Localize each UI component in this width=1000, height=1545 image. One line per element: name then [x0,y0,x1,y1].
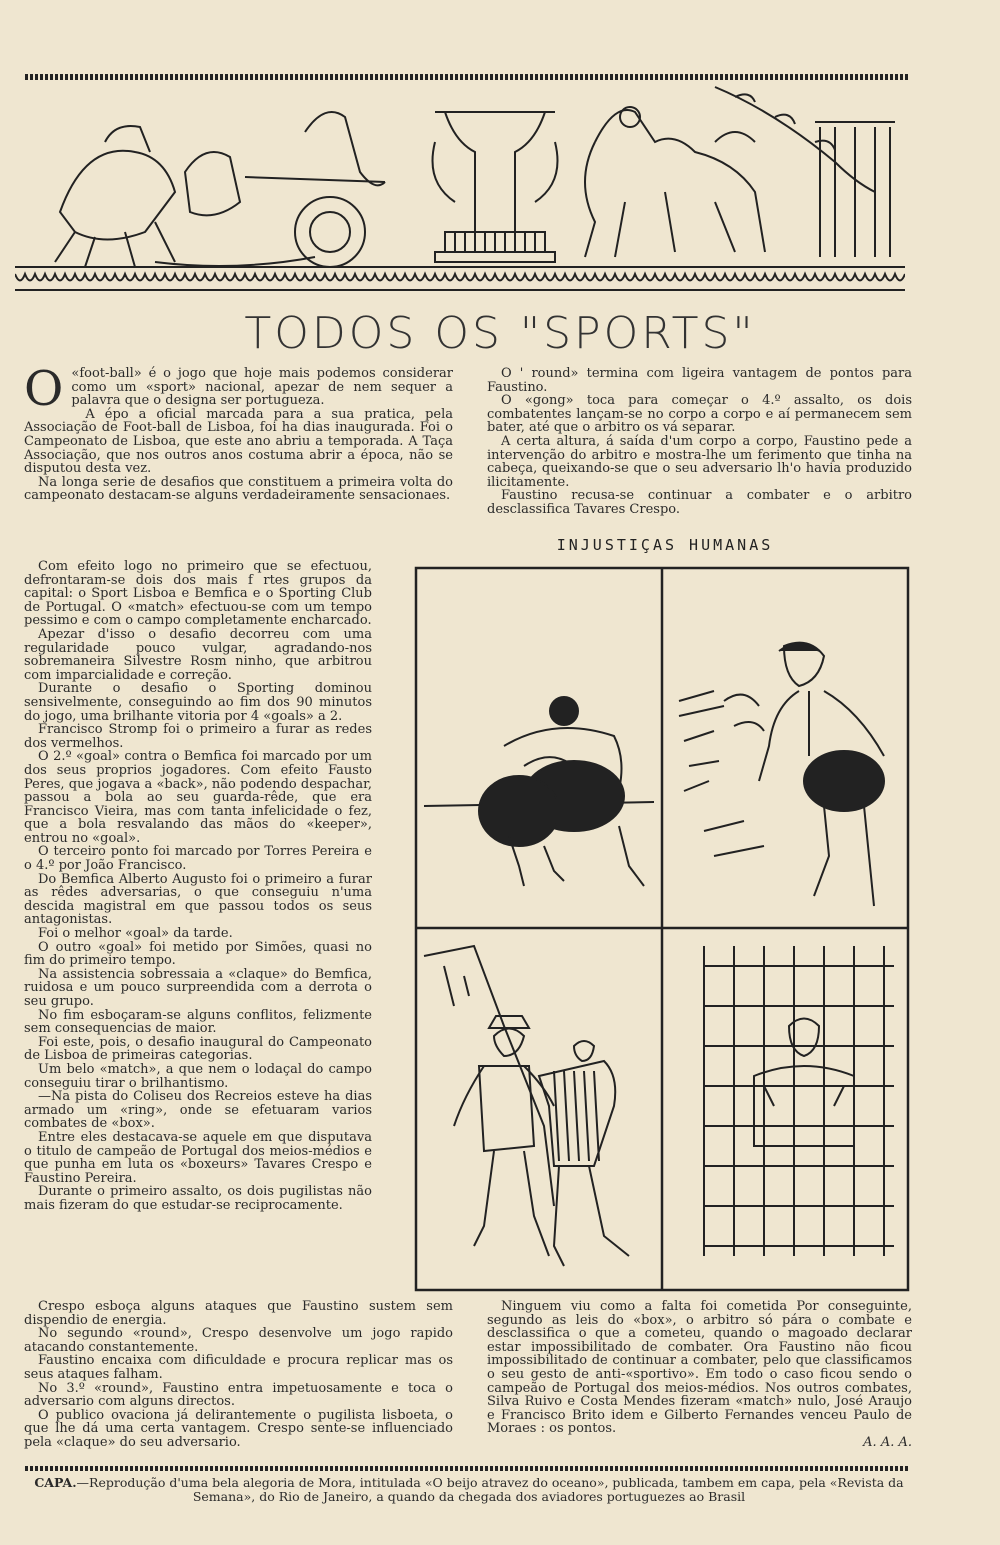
paragraph: O 2.º «goal» contra o Bemfica foi marcado por um dos seus proprios jogadores. Com efeito Fausto Peres, que jogava a «back», não podendo despachar, passou a bola ao seu guarda-rêde, que era Francisco Vieira, mas com tanta infelicidade o fez, que a bola resvalando das mãos do «keeper», entrou no «goal». [24,749,372,846]
top-border-rule [25,74,910,80]
author-signature: A. A. A. [863,1434,912,1450]
paragraph: O publico ovaciona já delirantemente o pugilista lisboeta, o que lhe dá uma certa vantagem. Crespo sente-se influenciado pela «claque» do seu adversario. [24,1407,453,1450]
paragraph: O «gong» toca para começar o 4.º assalto, os dois combatentes lançam-se no corpo a corpo e aí permanecem sem bater, até que o arbitro os vá separar. [487,393,912,436]
paragraph: Ninguem viu como a falta foi cometida Por conseguinte, segundo as leis do «box», o arbitro só pára o combate e desclassifica o que a cometeu, quando o magoado declarar estar impossibilitado de combater. Ora Faustino não ficou impossibilitado de continuar a combater, pelo que classificamos o seu gesto de anti-«sportivo». Em todo o caso ficou sendo o campeão de Portugal dos meios-médios. Nos outros combates, Silva Ruivo e Costa Mendes fizeram «match» nulo, José Araujo e Francisco Brito idem e Gilberto Fernandes venceu Paulo de Moraes : os pontos. [487,1299,912,1437]
paragraph: No fim esboçaram-se alguns conflitos, felizmente sem consequencias de maior. [24,1007,372,1037]
paragraph: «foot-ball» é o jogo que hoje mais podemos considerar como um «sport» nacional, apezar de nem sequer a palavra que o designa ser portugueza. [71,366,453,409]
caption-text: —Reprodução d'uma bela alegoria de Mora, intitulada «O beijo atravez do oceano», publicada, tambem em capa, pela «Revista da Semana», do Rio de Janeiro, a quando da chegada dos aviadores portuguezes ao Brasil [76,1475,904,1504]
drop-cap: O [24,361,64,417]
cartoon-title: INJUSTIÇAS HUMANAS [556,536,774,554]
left-column-top [24,361,453,504]
paragraph: Apezar d'isso o desafio decorreu com uma regularidade pouco vulgar, agradando-nos sobremaneira Silvestre Rosm ninho, que arbitrou com imparcialidade e correção. [24,626,372,683]
paragraph: Durante o desafio o Sporting dominou sensivelmente, conseguindo ao fim dos 90 minutos do jogo, uma brilhante vitoria por 4 «goals» a 2. [24,681,372,724]
caption-label: CAPA. [34,1475,77,1490]
cover-caption [24,1476,914,1504]
paragraph: O ' round» termina com ligeira vantagem de pontos para Faustino. [487,366,912,395]
paragraph: A épo a oficial marcada para a sua pratica, pela Associação de Foot-ball de Lisboa, foi ha dias inaugurada. Foi o Campeonato de Lisboa, que este ano abriu a temporada. A Taça Associação, que nos outros anos costuma abrir a época, não se disputou desta vez. [24,406,453,477]
paragraph: No 3.º «round», Faustino entra impetuosamente e toca o adversario com alguns directos. [24,1380,453,1410]
paragraph: Francisco Stromp foi o primeiro a furar as redes dos vermelhos. [24,722,372,751]
paragraph: Crespo esboça alguns ataques que Faustino sustem sem dispendio de energia. [24,1299,453,1328]
left-column-bottom [24,1300,453,1450]
paragraph: Faustino recusa-se continuar a combater e o arbitro desclassifica Tavares Crespo. [487,488,912,517]
article-title: TODOS OS "SPORTS" [244,308,756,359]
left-column-narrow [24,560,372,1213]
paragraph: —Na pista do Coliseu dos Recreios esteve ha dias armado um «ring», onde se efetuaram varios combates de «box». [24,1089,372,1132]
paragraph: Entre eles destacava-se aquele em que disputava o titulo de campeão de Portugal dos meios-médios e que punha em luta os «boxeurs» Tavares Crespo e Faustino Pereira. [24,1129,372,1186]
right-column-top [487,367,912,517]
right-column-bottom [487,1300,912,1450]
paragraph: Um belo «match», a que nem o lodaçal do campo conseguiu tirar o brilhantismo. [24,1061,372,1091]
paragraph: Na assistencia sobressaia a «claque» do Bemfica, ruidosa e um pouco surpreendida com a derrota o seu grupo. [24,966,372,1009]
paragraph: O outro «goal» foi metido por Simões, quasi no fim do primeiro tempo. [24,939,372,969]
paragraph: Na longa serie de desafios que constituem a primeira volta do campeonato destacam-se alguns verdadeiramente sensacionaes. [24,474,453,504]
paragraph: O terceiro ponto foi marcado por Torres Pereira e o 4.º por João Francisco. [24,844,372,874]
paragraph: No segundo «round», Crespo desenvolve um jogo rapido atacando constantemente. [24,1326,453,1355]
greek-frieze-illustration [15,82,905,297]
paragraph: Foi o melhor «goal» da tarde. [38,926,233,942]
paragraph: Do Bemfica Alberto Augusto foi o primeiro a furar as rêdes adversarias, o que conseguiu n'uma descida magistral em que passou todos os seus antagonistas. [24,871,372,928]
paragraph: Foi este, pois, o desafio inaugural do Campeonato de Lisboa de primeiras categorias. [24,1034,372,1064]
paragraph: Com efeito logo no primeiro que se efectuou, defrontaram-se dois dos mais f rtes grupos da capital: o Sport Lisboa e Bemfica e o Sporting Club de Portugal. O «match» efectuou-se com um tempo pessimo e com o campo completamente encharcado. [24,559,372,629]
paragraph: A certa altura, á saída d'um corpo a corpo, Faustino pede a intervenção do arbitro e mostra-lhe um ferimento que tinha na cabeça, queixando-se que o seu adversario lh'o havia produzido ilicitamente. [487,433,912,490]
paragraph: Faustino encaixa com dificuldade e procura replicar mas os seus ataques falham. [24,1353,453,1382]
cartoon-strip-illustration [414,566,910,1292]
bottom-border-rule [25,1466,910,1471]
paragraph: Durante o primeiro assalto, os dois pugilistas não mais fizeram do que estudar-se reciprocamente. [24,1184,372,1213]
